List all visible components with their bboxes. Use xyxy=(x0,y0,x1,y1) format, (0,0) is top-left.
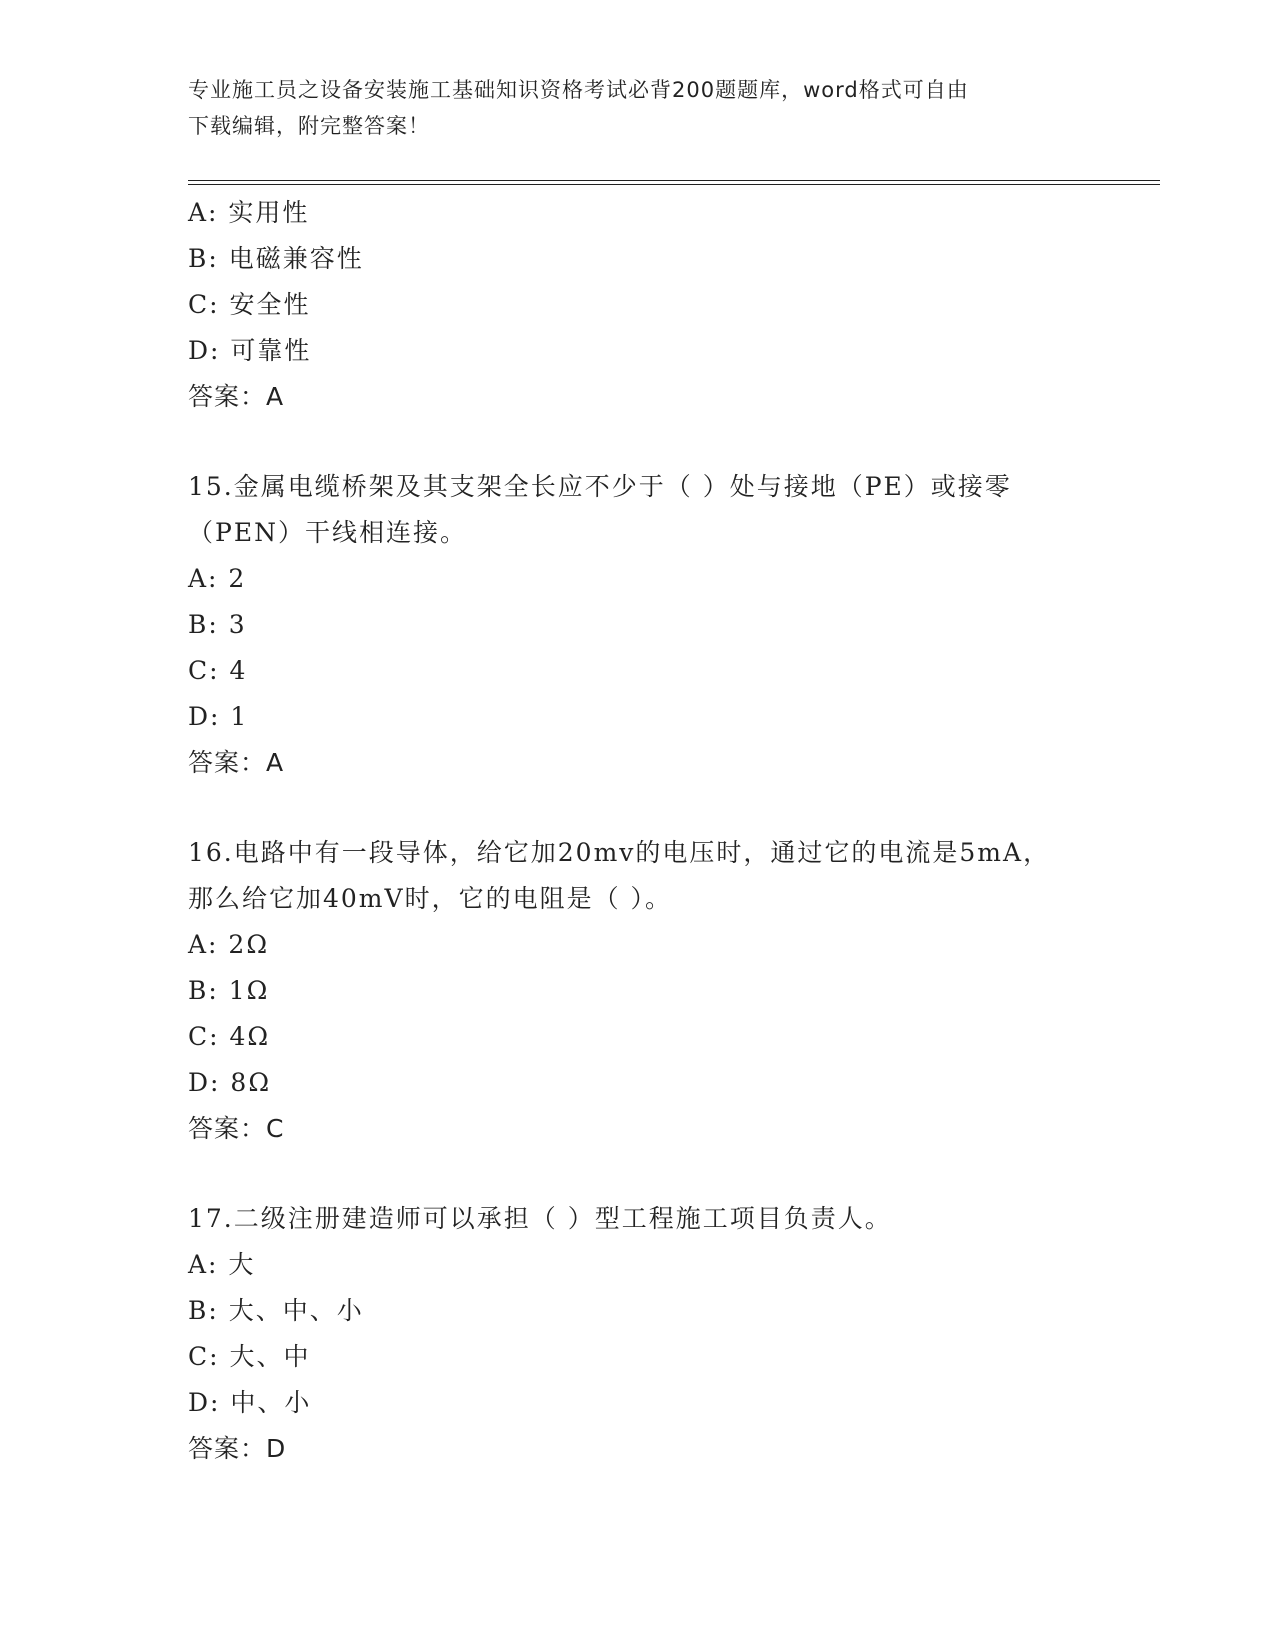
answer-label: 答案：D xyxy=(188,1434,287,1463)
question-14 xyxy=(188,190,1088,420)
question-17 xyxy=(188,1196,1088,1472)
option-c: C: 4Ω xyxy=(188,1022,271,1051)
option-a: A: 实用性 xyxy=(188,198,310,227)
question-text-line-1: 16.电路中有一段导体，给它加20mv的电压时，通过它的电流是5mA， xyxy=(188,838,1051,867)
header-divider-top xyxy=(188,180,1160,181)
question-text-line-1: 15.金属电缆桥架及其支架全长应不少于（ ）处与接地（PE）或接零 xyxy=(188,472,1012,501)
header-line-2: 下载编辑，附完整答案！ xyxy=(188,114,430,138)
option-b: B: 大、中、小 xyxy=(188,1296,364,1325)
option-a: A: 2Ω xyxy=(188,930,270,959)
option-c: C: 4 xyxy=(188,656,248,685)
option-b: B: 3 xyxy=(188,610,247,639)
option-c: C: 大、中 xyxy=(188,1342,311,1371)
header-line-1: 专业施工员之设备安装施工基础知识资格考试必背200题题库，word格式可自由 xyxy=(188,78,969,102)
question-list xyxy=(188,190,1088,1472)
option-b: B: 电磁兼容性 xyxy=(188,244,364,273)
question-text-line-2: （PEN）干线相连接。 xyxy=(188,518,467,547)
document-header xyxy=(188,72,1068,144)
option-a: A: 大 xyxy=(188,1250,256,1279)
option-d: D: 8Ω xyxy=(188,1068,272,1097)
option-d: D: 中、小 xyxy=(188,1388,312,1417)
answer-label: 答案：A xyxy=(188,382,285,411)
option-d: D: 可靠性 xyxy=(188,336,312,365)
question-16 xyxy=(188,830,1088,1152)
question-15 xyxy=(188,464,1088,786)
option-d: D: 1 xyxy=(188,702,249,731)
header-divider-bottom xyxy=(188,184,1160,185)
option-c: C: 安全性 xyxy=(188,290,311,319)
answer-label: 答案：C xyxy=(188,1114,285,1143)
option-b: B: 1Ω xyxy=(188,976,270,1005)
answer-label: 答案：A xyxy=(188,748,285,777)
question-text-line-2: 那么给它加40mV时，它的电阻是（ ）。 xyxy=(188,884,673,913)
question-text-line-1: 17.二级注册建造师可以承担（ ）型工程施工项目负责人。 xyxy=(188,1204,892,1233)
option-a: A: 2 xyxy=(188,564,247,593)
